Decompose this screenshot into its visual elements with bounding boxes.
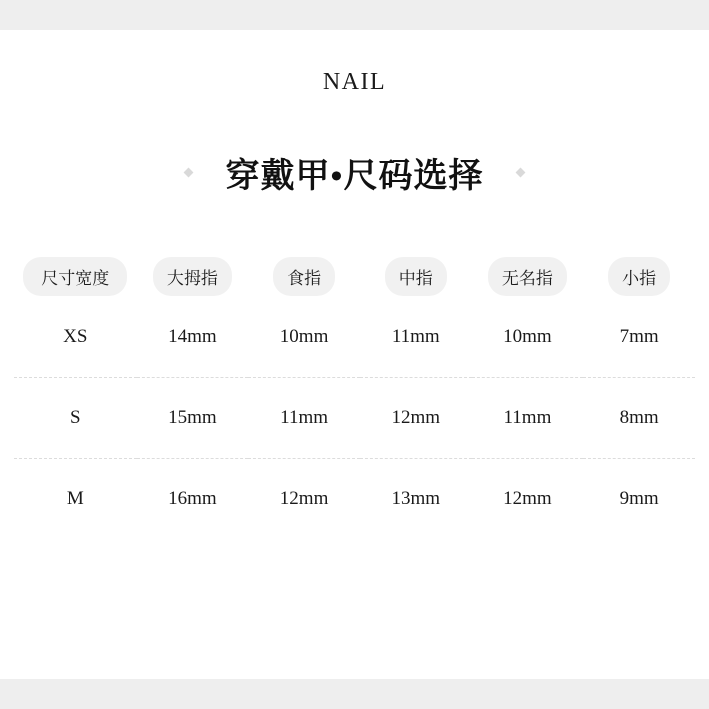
table-cell: 12mm (360, 378, 472, 459)
column-header-label: 无名指 (488, 257, 567, 296)
table-header-cell (583, 255, 695, 297)
row-size-label: M (66, 488, 84, 509)
table-row (14, 459, 695, 540)
table-cell: 15mm (137, 378, 249, 459)
column-header-label: 中指 (385, 257, 447, 296)
column-header-label: 尺寸宽度 (23, 257, 127, 296)
table-cell: 7mm (583, 297, 695, 378)
table-cell: 8mm (583, 378, 695, 459)
table-header-cell (360, 255, 472, 297)
table-row (14, 378, 695, 459)
column-header-label: 大拇指 (153, 257, 232, 296)
table-header-cell (248, 255, 360, 297)
table-cell: 11mm (472, 378, 584, 459)
table-cell: 14mm (137, 297, 249, 378)
table-header-row (14, 255, 695, 297)
size-table (14, 255, 695, 539)
table-cell: 12mm (279, 488, 329, 509)
table-header-cell (14, 255, 137, 297)
page-title-row (0, 148, 709, 197)
table-header-cell (472, 255, 584, 297)
table-cell: 11mm (248, 378, 360, 459)
size-table-wrapper (14, 255, 695, 539)
table-header-cell (137, 255, 249, 297)
table-cell: 10mm (472, 297, 584, 378)
diamond-right-icon (516, 168, 526, 178)
table-cell: 9mm (619, 488, 659, 509)
column-header-label: 食指 (273, 257, 335, 296)
table-cell: 12mm (503, 488, 552, 509)
page-title: 穿戴甲•尺码选择 (225, 158, 484, 195)
row-size-label: S (14, 378, 137, 459)
table-cell: 10mm (248, 297, 360, 378)
brand-badge-label: NAIL (322, 68, 387, 95)
table-cell: 11mm (360, 297, 472, 378)
brand-badge (300, 31, 410, 141)
column-header-label: 小指 (608, 257, 670, 296)
table-row (14, 297, 695, 378)
row-size-label: XS (14, 297, 137, 378)
table-cell: 13mm (391, 488, 441, 509)
table-cell: 16mm (168, 488, 217, 509)
diamond-left-icon (183, 168, 193, 178)
